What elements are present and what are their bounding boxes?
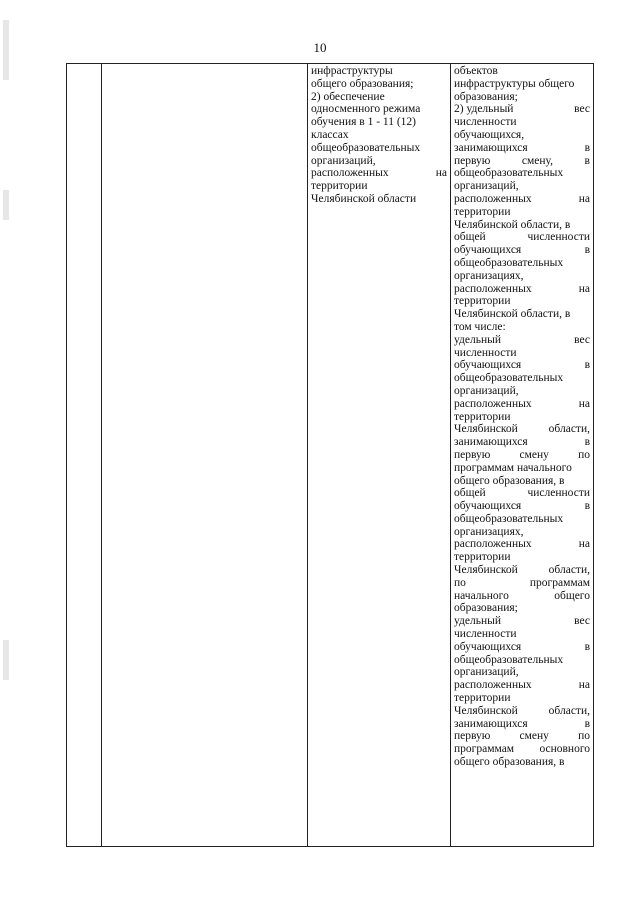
text-line [454,705,590,718]
text-line [454,359,590,372]
text-word: расположенных [454,538,532,551]
text-line: организаций, [454,384,519,397]
text-word: на [435,167,447,180]
text-line: территории [454,551,511,564]
text-line: программам начального [454,461,572,474]
text-word: на [578,538,590,551]
text-word: по [578,730,590,743]
page-number: 10 [313,40,327,55]
text-line [454,436,590,449]
table-cell-tasks [308,64,451,847]
text-line: Челябинской области, в [454,218,571,231]
text-line [454,423,590,436]
text-word: в [584,359,590,372]
document-table [66,63,594,847]
table-row [67,64,594,847]
text-word: в [584,500,590,513]
text-word: удельный [454,615,501,628]
text-word: 2) удельный [454,103,514,116]
text-line: Челябинской области [311,192,417,205]
text-word: вес [574,333,590,346]
text-line: общеобразовательных [311,141,421,154]
text-word: расположенных [454,282,532,295]
text-line [454,398,590,411]
text-line: численности [454,628,517,641]
text-line [454,641,590,654]
text-line: территории [454,205,511,218]
text-line [454,487,590,500]
text-line: общеобразовательных [454,653,564,666]
tasks-text [308,64,450,206]
table-cell-number [67,64,102,847]
text-line [454,743,590,756]
text-word: обучающихся [454,500,522,513]
text-word: численности [527,231,590,244]
text-word: общего [554,589,590,602]
text-line [454,718,590,731]
text-word: программам [529,576,590,589]
text-line: обучающихся, [454,128,525,141]
text-line [454,155,590,168]
text-word: Челябинской [454,423,518,436]
text-word: удельный [454,333,501,346]
text-line [454,679,590,692]
text-word: вес [574,615,590,628]
scan-artifact [3,640,9,680]
text-word: занимающихся [454,717,528,730]
text-line [454,103,590,116]
text-word: основного [539,743,590,756]
text-word: первую [454,730,491,743]
text-word: на [578,192,590,205]
text-line: односменного режима [311,103,421,116]
text-line: территории [454,410,511,423]
text-word: обучающихся [454,359,522,372]
text-line [454,564,590,577]
text-word: в [584,640,590,653]
text-line [454,142,590,155]
text-word: в [584,244,590,257]
text-line: 2) обеспечение [311,90,385,103]
text-line [454,615,590,628]
text-line [454,577,590,590]
text-word: общей [454,487,486,500]
text-word: на [578,679,590,692]
text-line: организациях, [454,269,524,282]
text-word: расположенных [311,167,389,180]
text-word: области, [548,423,590,436]
text-line [454,538,590,551]
text-line [454,283,590,296]
text-word: в [584,154,590,167]
text-line [454,231,590,244]
text-line: том числе: [454,320,506,333]
text-word: в [584,717,590,730]
text-word: по [454,576,466,589]
text-line: организаций, [454,180,519,193]
text-word: на [578,282,590,295]
text-word: смену, [521,154,554,167]
text-line: организаций, [311,154,376,167]
text-word: в [584,141,590,154]
text-line: общеобразовательных [454,372,564,385]
text-line [454,449,590,462]
indicators-text [451,64,593,769]
text-line: территории [454,692,511,705]
text-line: инфраструктуры [311,65,393,77]
text-line [454,500,590,513]
text-line [311,167,447,180]
text-line: общего образования, в [454,474,565,487]
text-word: вес [574,103,590,116]
text-line: инфраструктуры общего [454,77,575,90]
text-line: территории [454,295,511,308]
text-word: программам [454,743,515,756]
table-cell-indicators [451,64,594,847]
text-word: области, [548,704,590,717]
text-line: территории [311,180,368,193]
text-word: первую [454,154,491,167]
text-line [454,590,590,603]
text-word: расположенных [454,192,532,205]
text-word: расположенных [454,397,532,410]
text-line: образования; [454,90,518,103]
text-line [454,730,590,743]
text-word: обучающихся [454,640,522,653]
text-line: классах [311,128,349,141]
text-line: обучения в 1 - 11 (12) [311,116,417,129]
text-word: начального [454,589,509,602]
text-word: общей [454,231,486,244]
text-word: области, [548,564,590,577]
text-word: занимающихся [454,141,528,154]
text-line: численности [454,346,517,359]
text-line: общеобразовательных [454,256,564,269]
text-line: общего образования, в [454,756,565,769]
text-line [454,334,590,347]
text-word: смену [519,730,549,743]
text-line: численности [454,116,517,129]
text-line: организациях, [454,525,524,538]
text-word: обучающихся [454,244,522,257]
text-word: первую [454,448,491,461]
text-word: смену [519,448,549,461]
text-line: общеобразовательных [454,512,564,525]
text-word: Челябинской [454,564,518,577]
text-word: Челябинской [454,704,518,717]
text-line: общего образования; [311,77,414,90]
text-line [454,193,590,206]
text-word: занимающихся [454,436,528,449]
table-cell-empty [102,64,308,847]
text-line: общеобразовательных [454,167,564,180]
text-line [454,244,590,257]
text-word: численности [527,487,590,500]
scan-artifact [3,190,9,220]
text-line: Челябинской области, в [454,308,571,321]
text-line: объектов [454,65,498,77]
text-word: в [584,436,590,449]
text-word: по [578,448,590,461]
text-line: организаций, [454,666,519,679]
text-word: на [578,397,590,410]
text-word: расположенных [454,679,532,692]
text-line: образования; [454,602,518,615]
